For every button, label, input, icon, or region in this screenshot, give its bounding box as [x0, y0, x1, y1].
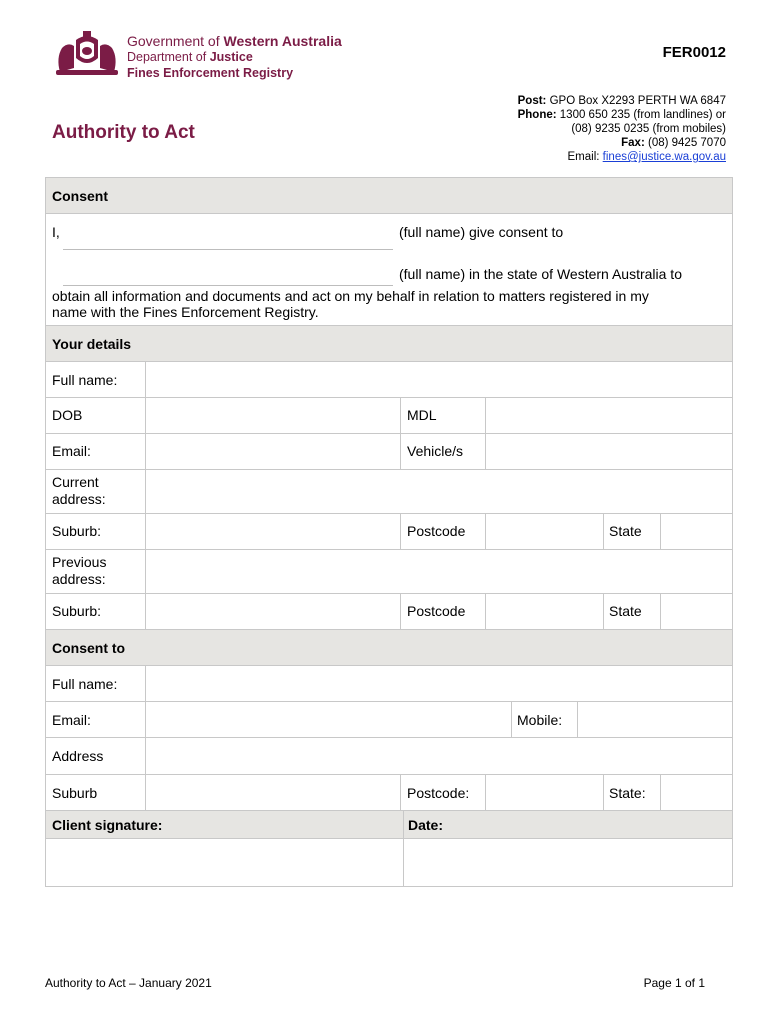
consent-header: [45, 177, 733, 213]
mdl-label: MDL: [407, 407, 437, 423]
current-address-field[interactable]: [146, 470, 732, 513]
postcode-label: Postcode: [407, 523, 466, 539]
consent-to-header: [45, 629, 733, 665]
consent-body-line-2: name with the Fines Enforcement Registry.: [52, 304, 319, 320]
wa-coat-of-arms-icon: [52, 28, 122, 78]
consent-to-address-label: Address: [52, 748, 104, 764]
full-name-label: Full name:: [52, 372, 118, 388]
consent-to-state-field[interactable]: [661, 775, 732, 810]
suburb-label: Suburb:: [52, 523, 102, 539]
page-title: Authority to Act: [52, 122, 195, 143]
consent-to-full-name-label: Full name:: [52, 676, 118, 692]
consent-to-state-label: State:: [609, 785, 646, 801]
form-number: FER0012: [662, 44, 726, 61]
consent-to-suburb-field[interactable]: [146, 775, 400, 810]
email-link[interactable]: fines@justice.wa.gov.au: [602, 151, 726, 163]
consent-to-heading: Consent to: [52, 640, 126, 656]
previous-postcode-label: Postcode: [407, 603, 466, 619]
current-address-label-1: Current: [52, 474, 99, 490]
vehicles-label: Vehicle/s: [407, 443, 464, 459]
consent-body-line-1: obtain all information and documents and act on my behalf in relation to matters registered in my: [52, 288, 649, 304]
state-field[interactable]: [661, 514, 732, 549]
suburb-field[interactable]: [146, 514, 400, 549]
authority-form: [45, 177, 733, 887]
consent-recipient-name-input[interactable]: [63, 261, 393, 286]
footer-page-number: Page 1 of 1: [643, 976, 705, 990]
current-address-label-2: address:: [52, 491, 106, 507]
consent-heading: Consent: [52, 188, 108, 204]
consent-to-mobile-label: Mobile:: [517, 712, 563, 728]
date-field[interactable]: [404, 839, 732, 886]
state-label: State: [609, 523, 642, 539]
client-signature-label: Client signature:: [52, 817, 163, 833]
department-name: Department of Justice: [127, 50, 253, 64]
previous-state-field[interactable]: [661, 594, 732, 629]
postcode-field[interactable]: [486, 514, 603, 549]
previous-suburb-label: Suburb:: [52, 603, 102, 619]
date-label: Date:: [408, 817, 444, 833]
your-details-heading: Your details: [52, 336, 132, 352]
previous-address-field[interactable]: [146, 550, 732, 593]
your-details-header: [45, 325, 733, 361]
previous-address-label-2: address:: [52, 571, 106, 587]
give-consent-text: (full name) give consent to: [399, 224, 564, 240]
government-name: Government of Western Australia: [127, 33, 342, 49]
email-label: Email:: [52, 443, 91, 459]
vehicles-field[interactable]: [486, 434, 732, 469]
consent-to-postcode-label: Postcode:: [407, 785, 470, 801]
client-signature-field[interactable]: [46, 839, 403, 886]
consent-to-full-name-field[interactable]: [146, 666, 732, 701]
consent-giver-name-input[interactable]: [63, 225, 393, 250]
full-name-field[interactable]: [146, 362, 732, 397]
mdl-field[interactable]: [486, 398, 732, 433]
consent-to-address-field[interactable]: [146, 738, 732, 774]
contact-block: Post: GPO Box X2293 PERTH WA 6847 Phone: 1300 650 235 (from landlines) or (08) 9235 0235 (from mobiles) Fax: (08) 9425 7070 Email: fines@justice.wa.gov.au: [517, 95, 726, 163]
consent-to-email-label: Email:: [52, 712, 91, 728]
previous-address-label-1: Previous: [52, 554, 107, 570]
previous-postcode-field[interactable]: [486, 594, 603, 629]
consent-to-email-field[interactable]: [146, 702, 511, 737]
in-state-text: (full name) in the state of Western Australia to: [399, 266, 682, 282]
dob-label: DOB: [52, 407, 83, 423]
footer-document-title: Authority to Act – January 2021: [45, 976, 212, 990]
consent-to-postcode-field[interactable]: [486, 775, 603, 810]
previous-state-label: State: [609, 603, 642, 619]
consent-to-mobile-field[interactable]: [578, 702, 732, 737]
email-field[interactable]: [146, 434, 400, 469]
registry-name: Fines Enforcement Registry: [127, 66, 294, 80]
consent-to-suburb-label: Suburb: [52, 785, 98, 801]
consent-i-label: I,: [52, 224, 60, 240]
previous-suburb-field[interactable]: [146, 594, 400, 629]
dob-field[interactable]: [146, 398, 400, 433]
